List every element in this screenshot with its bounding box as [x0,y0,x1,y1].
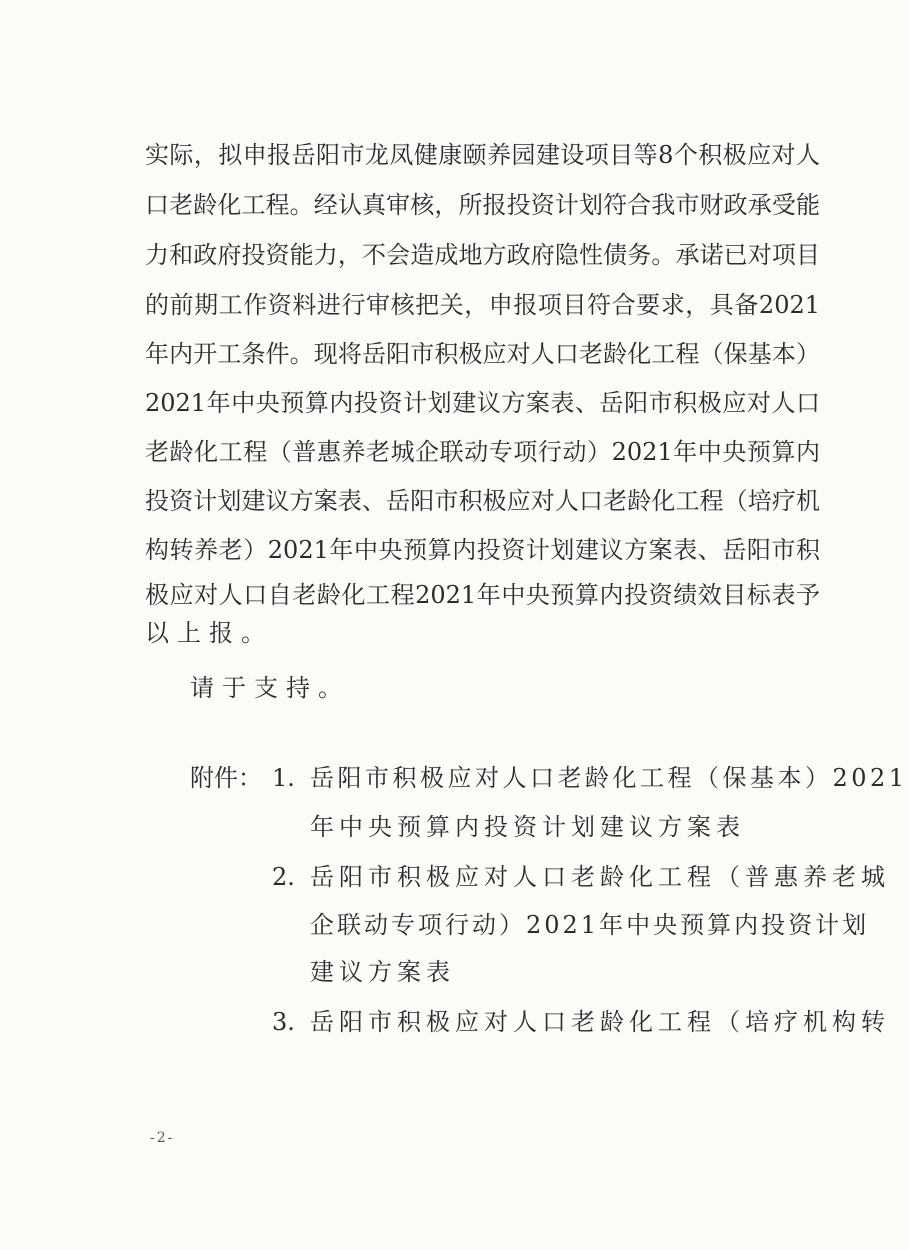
attachment-line: 企联动专项行动）2021年中央预算内投资计划 [310,911,870,939]
attachment-line: 岳阳市积极应对人口老龄化工程（培疗机构转 [310,1008,890,1036]
attachment-line: 年中央预算内投资计划建议方案表 [310,813,745,841]
attachment-number: 2. [272,863,295,891]
attachment-line: 岳阳市积极应对人口老龄化工程（普惠养老城 [310,863,890,891]
body-line: 极应对人口自老龄化工程2021年中央预算内投资绩效目标表予 [145,581,820,609]
body-line: 构转养老）2021年中央预算内投资计划建议方案表、岳阳市积 [145,536,820,564]
attachment-number: 3. [272,1008,295,1036]
body-line: 实际，拟申报岳阳市龙凤健康颐养园建设项目等8个积极应对人 [145,141,820,169]
attachment-line: 岳阳市积极应对人口老龄化工程（保基本）2021 [310,764,908,792]
page-number: -2- [150,1130,175,1146]
closing-text: 请于支持。 [190,674,350,702]
body-line: 以上报。 [145,619,273,647]
body-line: 投资计划建议方案表、岳阳市积极应对人口老龄化工程（培疗机 [145,487,820,515]
body-line: 2021年中央预算内投资计划建议方案表、岳阳市积极应对人口 [145,389,820,417]
attachment-line: 建议方案表 [310,958,455,986]
body-line: 老龄化工程（普惠养老城企联动专项行动）2021年中央预算内 [145,438,820,466]
body-line: 口老龄化工程。经认真审核，所报投资计划符合我市财政承受能 [145,191,820,219]
attachments-label: 附件： [190,764,262,792]
body-line: 力和政府投资能力，不会造成地方政府隐性债务。承诺已对项目 [145,241,820,269]
attachment-number: 1. [272,764,295,792]
body-line: 的前期工作资料进行审核把关，申报项目符合要求，具备2021 [145,291,820,319]
body-line: 年内开工条件。现将岳阳市积极应对人口老龄化工程（保基本） [145,340,820,368]
